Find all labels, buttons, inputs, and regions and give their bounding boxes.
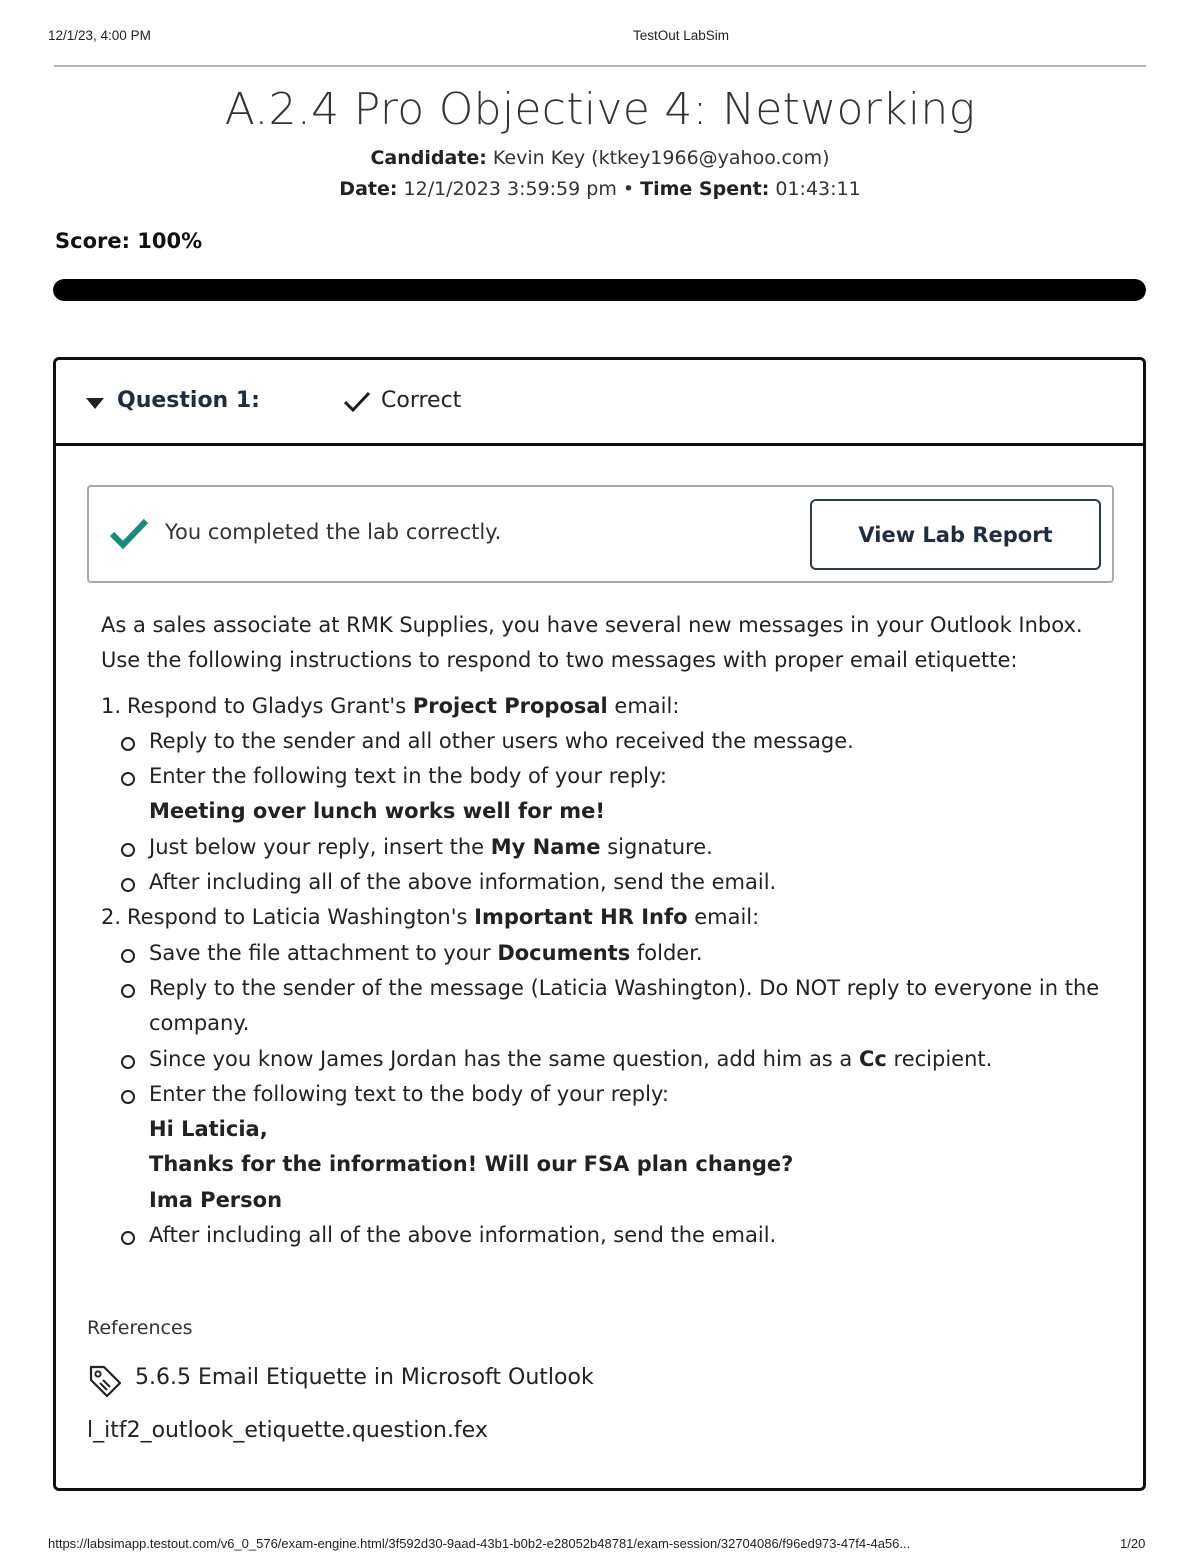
candidate-label: Candidate: xyxy=(370,147,487,169)
footer-url: https://labsimapp.testout.com/v6_0_576/exam-engine.html/3f592d30-9aad-43b1-b0b2-e28052b48781/exam-session/32704086/f96ed973-47f4-4a56... xyxy=(48,1536,911,1551)
print-title: TestOut LabSim xyxy=(633,28,730,43)
reference-file: l_itf2_outlook_etiquette.question.fex xyxy=(87,1418,488,1443)
checkmark-icon xyxy=(109,518,149,550)
reply-text-line: Hi Laticia, xyxy=(149,1117,268,1142)
substep-text: Enter the following text to the body of your reply: xyxy=(149,1081,669,1106)
substep-emphasis: My Name xyxy=(490,834,601,859)
substep-item: After including all of the above information, send the email. xyxy=(101,1218,1101,1253)
step-number: 1. xyxy=(101,693,122,718)
checkmark-icon xyxy=(343,391,371,413)
result-message: You completed the lab correctly. xyxy=(165,520,502,544)
reply-text-line: Thanks for the information! Will our FSA plan change? xyxy=(149,1152,794,1177)
step-title xyxy=(101,900,1101,935)
substep-item xyxy=(101,1042,1101,1077)
step-emphasis: Important HR Info xyxy=(474,905,688,930)
substep-emphasis: Cc xyxy=(858,1046,887,1071)
substep-text: folder. xyxy=(630,940,703,965)
caret-down-icon[interactable] xyxy=(86,398,104,409)
step-text: Respond to Gladys Grant's xyxy=(127,693,413,718)
page-title: A.2.4 Pro Objective 4: Networking xyxy=(224,84,976,135)
time-spent-value: 01:43:11 xyxy=(775,178,861,200)
question-panel xyxy=(53,357,1146,1491)
substep-item: After including all of the above information, send the email. xyxy=(101,865,1101,900)
score-label: Score: 100% xyxy=(55,229,203,253)
reply-text-line: Ima Person xyxy=(149,1187,283,1212)
date-line xyxy=(0,178,1200,200)
substeps-list xyxy=(101,936,1101,1254)
print-header xyxy=(0,28,1200,48)
substep-item xyxy=(101,830,1101,865)
step-item xyxy=(101,900,1101,1253)
substep-emphasis: Documents xyxy=(497,940,631,965)
step-title xyxy=(101,689,1101,724)
result-banner xyxy=(87,485,1114,583)
substeps-list xyxy=(101,724,1101,900)
candidate-value: Kevin Key (ktkey1966@yahoo.com) xyxy=(492,147,830,169)
substep-text: Since you know James Jordan has the same question, add him as a xyxy=(149,1046,859,1071)
score-progress-fill xyxy=(53,279,1146,301)
substep-item xyxy=(101,1077,1101,1218)
substep-text: signature. xyxy=(600,834,713,859)
reference-link[interactable]: 5.6.5 Email Etiquette in Microsoft Outlook xyxy=(135,1365,594,1390)
question-label: Question 1: xyxy=(117,388,260,413)
substep-text: recipient. xyxy=(886,1046,993,1071)
score-progress-bar xyxy=(53,279,1146,301)
candidate-line xyxy=(0,147,1200,169)
substep-item: Reply to the sender and all other users who received the message. xyxy=(101,724,1101,759)
substep-item xyxy=(101,936,1101,971)
step-text: Respond to Laticia Washington's xyxy=(127,905,475,930)
substep-item: Reply to the sender of the message (Laticia Washington). Do NOT reply to everyone in the company. xyxy=(101,971,1101,1042)
date-label: Date: xyxy=(339,178,398,200)
question-header[interactable] xyxy=(56,360,1143,446)
step-text: email: xyxy=(687,905,760,930)
meta-separator: • xyxy=(622,178,635,200)
header-divider xyxy=(54,65,1146,67)
references-heading: References xyxy=(87,1317,193,1339)
lab-instructions xyxy=(101,608,1101,1253)
time-spent-label: Time Spent: xyxy=(640,178,770,200)
step-number: 2. xyxy=(101,905,122,930)
page-number: 1/20 xyxy=(1120,1536,1146,1551)
substep-text: Enter the following text in the body of your reply: xyxy=(149,764,667,789)
steps-list xyxy=(101,689,1101,1254)
step-text: email: xyxy=(607,693,680,718)
question-status: Correct xyxy=(381,388,462,413)
step-emphasis: Project Proposal xyxy=(412,693,608,718)
substep-text: Just below your reply, insert the xyxy=(149,834,491,859)
tag-icon xyxy=(87,1363,123,1399)
reply-text: Meeting over lunch works well for me! xyxy=(149,799,605,824)
instructions-intro: As a sales associate at RMK Supplies, you have several new messages in your Outlook Inbox. Use the following instructions to respond to two messages with proper email etiquette: xyxy=(101,613,1083,673)
substep-text: Save the file attachment to your xyxy=(149,940,498,965)
print-date: 12/1/23, 4:00 PM xyxy=(48,28,151,43)
print-footer xyxy=(0,1536,1200,1553)
date-value: 12/1/2023 3:59:59 pm xyxy=(403,178,617,200)
step-item xyxy=(101,689,1101,901)
view-lab-report-button[interactable]: View Lab Report xyxy=(810,499,1101,570)
substep-item xyxy=(101,759,1101,830)
